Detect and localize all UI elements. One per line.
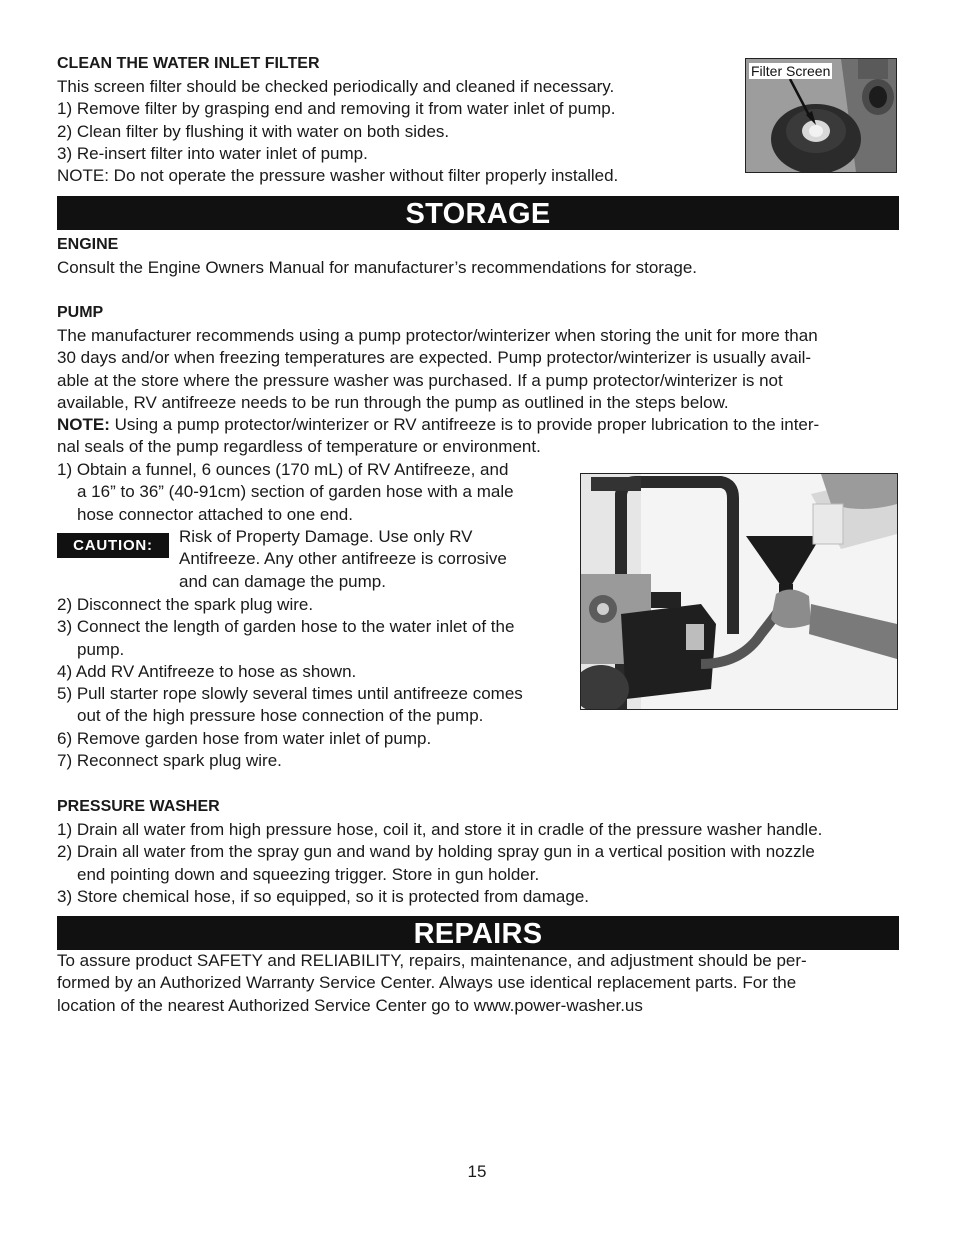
step-3-cont: pump. [77,639,125,659]
step-7: 7) Reconnect spark plug wire. [57,751,282,771]
clean-filter-line: 1) Remove filter by grasping end and removing it from water inlet of pump. [57,99,616,119]
note-label: NOTE: [57,415,110,435]
pressure-washer-steps [57,819,822,908]
pump-line: 30 days and/or when freezing temperatures are expected. Pump protector/winterizer is usually avail- [57,348,812,368]
pump-text [57,325,819,459]
pump-line: The manufacturer recommends using a pump protector/winterizer when storing the unit for more than [57,326,818,345]
clean-filter-line: 3) Re-insert filter into water inlet of pump. [57,143,368,163]
caution-line: Risk of Property Damage. Use only RV [179,527,473,546]
repairs-banner: REPAIRS [57,916,899,950]
antifreeze-funnel-illustration [581,474,897,709]
engine-heading: ENGINE [57,236,119,253]
pressure-washer-heading: PRESSURE WASHER [57,798,220,815]
clean-filter-line: 2) Clean filter by flushing it with water on both sides. [57,121,450,141]
pump-line: available, RV antifreeze needs to be run through the pump as outlined in the steps below. [57,392,729,412]
pump-heading: PUMP [57,304,104,321]
antifreeze-funnel-photo [580,473,898,710]
step-5-cont: out of the high pressure hose connection of the pump. [77,706,484,726]
clean-filter-text [57,76,618,187]
pump-note [57,414,819,436]
step-2: 2) Disconnect the spark plug wire. [57,595,314,614]
repairs-line: To assure product SAFETY and RELIABILITY, repairs, maintenance, and adjustment should be per- [57,951,807,970]
step-1-cont: hose connector attached to one end. [77,504,353,524]
pump-line: able at the store where the pressure washer was purchased. If a pump protector/winterizer is not [57,370,783,390]
filter-screen-photo [745,58,897,173]
clean-filter-line: NOTE: Do not operate the pressure washer without filter properly installed. [57,166,619,186]
section-heading-clean-filter: CLEAN THE WATER INLET FILTER [57,55,320,72]
caution-line: and can damage the pump. [179,571,386,591]
step-5: 5) Pull starter rope slowly several times until antifreeze comes [57,684,523,704]
step-1-cont: a 16” to 36” (40-91cm) section of garden hose with a male [77,482,514,502]
repairs-line: location of the nearest Authorized Service Center go to www.power-washer.us [57,995,643,1015]
caution-text [179,526,507,593]
step-6: 6) Remove garden hose from water inlet of pump. [57,728,432,748]
filter-screen-label: Filter Screen [751,63,831,79]
step-3: 3) Connect the length of garden hose to the water inlet of the [57,617,515,637]
pump-steps-continued [57,594,523,772]
step-4: 4) Add RV Antifreeze to hose as shown. [57,661,357,681]
note-text: Using a pump protector/winterizer or RV antifreeze is to provide proper lubrication to the inter- [109,415,820,435]
washer-step-3: 3) Store chemical hose, if so equipped, so it is protected from damage. [57,886,589,906]
pump-note-cont: nal seals of the pump regardless of temperature or environment. [57,437,541,457]
washer-step-2: 2) Drain all water from the spray gun and wand by holding spray gun in a vertical position with nozzle [57,842,815,862]
step-1: 1) Obtain a funnel, 6 ounces (170 mL) of RV Antifreeze, and [57,460,509,479]
washer-step-1: 1) Drain all water from high pressure hose, coil it, and store it in cradle of the pressure washer handle. [57,820,823,839]
pump-steps [57,459,514,526]
repairs-line: formed by an Authorized Warranty Service Center. Always use identical replacement parts. For the [57,973,797,993]
storage-banner: STORAGE [57,196,899,230]
caution-line: Antifreeze. Any other antifreeze is corrosive [179,549,507,569]
page-number: 15 [467,1162,487,1181]
repairs-text [57,950,807,1017]
engine-text: Consult the Engine Owners Manual for manufacturer’s recommendations for storage. [57,258,698,277]
clean-filter-line: This screen filter should be checked periodically and cleaned if necessary. [57,77,615,96]
caution-badge: CAUTION: [57,533,169,558]
washer-step-2-cont: end pointing down and squeezing trigger. Store in gun holder. [77,864,540,884]
